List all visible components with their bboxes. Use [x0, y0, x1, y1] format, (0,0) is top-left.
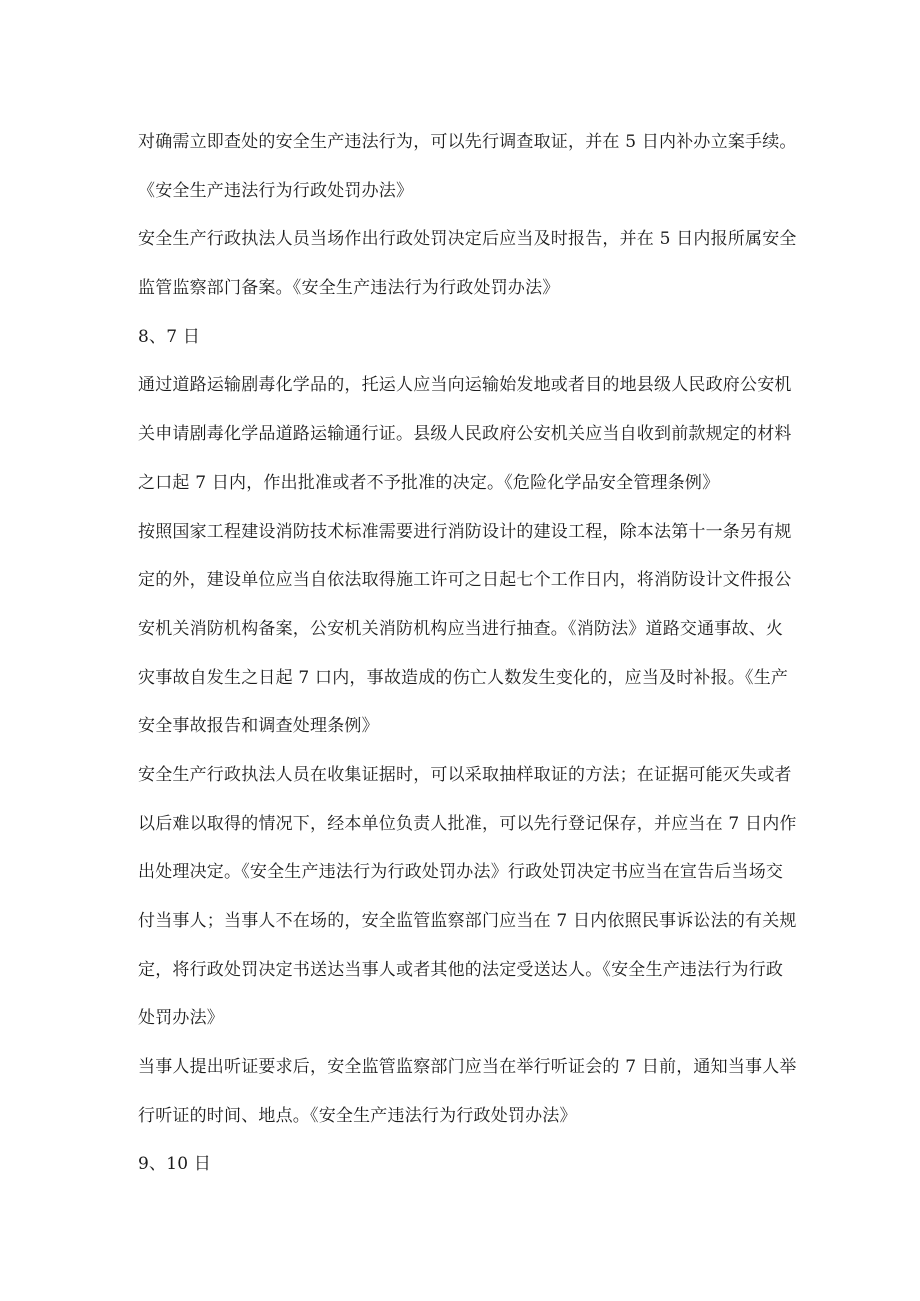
text-line: 安全生产行政执法人员在收集证据时，可以采取抽样取证的方法；在证据可能灭失或者 [138, 764, 792, 785]
text-line: 行听证的时间、地点。《安全生产违法行为行政处罚办法》 [138, 1105, 577, 1126]
section-heading: 9、10 日 [138, 1154, 212, 1175]
text-line: 安全生产行政执法人员当场作出行政处罚决定后应当及时报告，并在 5 日内报所属安全 [138, 229, 797, 250]
text-line: 定的外，建设单位应当自依法取得施工许可之日起七个工作日内，将消防设计文件报公 [138, 570, 792, 591]
text-line: 《安全生产违法行为行政处罚办法》 [138, 180, 414, 201]
text-line: 按照国家工程建设消防技术标准需要进行消防设计的建设工程，除本法第十一条另有规 [138, 521, 792, 542]
document-body [138, 118, 798, 1189]
text-line: 定，将行政处罚决定书送达当事人或者其他的法定受送达人。《安全生产违法行为行政 [138, 959, 784, 980]
text-line: 监管监察部门备案。《安全生产违法行为行政处罚办法》 [138, 278, 560, 299]
text-line: 安全事故报告和调查处理条例》 [138, 716, 379, 737]
text-line: 之口起 7 日内，作出批准或者不予批准的决定。《危险化学品安全管理条例》 [138, 472, 720, 493]
text-line: 处罚办法》 [138, 1008, 224, 1029]
text-line: 出处理决定。《安全生产违法行为行政处罚办法》行政处罚决定书应当在宣告后当场交 [138, 862, 784, 883]
text-line: 灾事故自发生之日起 7 口内，事故造成的伤亡人数发生变化的，应当及时补报。《生产 [138, 667, 789, 688]
text-line: 付当事人；当事人不在场的，安全监管监察部门应当在 7 日内依照民事诉讼法的有关规 [138, 911, 797, 931]
text-line: 通过道路运输剧毒化学品的，托运人应当向运输始发地或者目的地县级人民政府公安机 [138, 375, 792, 396]
text-line: 以后难以取得的情况下，经本单位负责人批准，可以先行登记保存，并应当在 7 日内作 [138, 813, 797, 834]
text-line: 安机关消防机构备案，公安机关消防机构应当进行抽查。《消防法》道路交通事故、火 [138, 618, 784, 639]
section-heading: 8、7 日 [138, 326, 201, 347]
text-line: 关申请剧毒化学品道路运输通行证。县级人民政府公安机关应当自收到前款规定的材料 [138, 424, 792, 445]
text-line: 对确需立即查处的安全生产违法行为，可以先行调查取证，并在 5 日内补办立案手续。 [138, 132, 797, 152]
text-line: 当事人提出听证要求后，安全监管监察部门应当在举行听证会的 7 日前，通知当事人举 [138, 1057, 797, 1078]
